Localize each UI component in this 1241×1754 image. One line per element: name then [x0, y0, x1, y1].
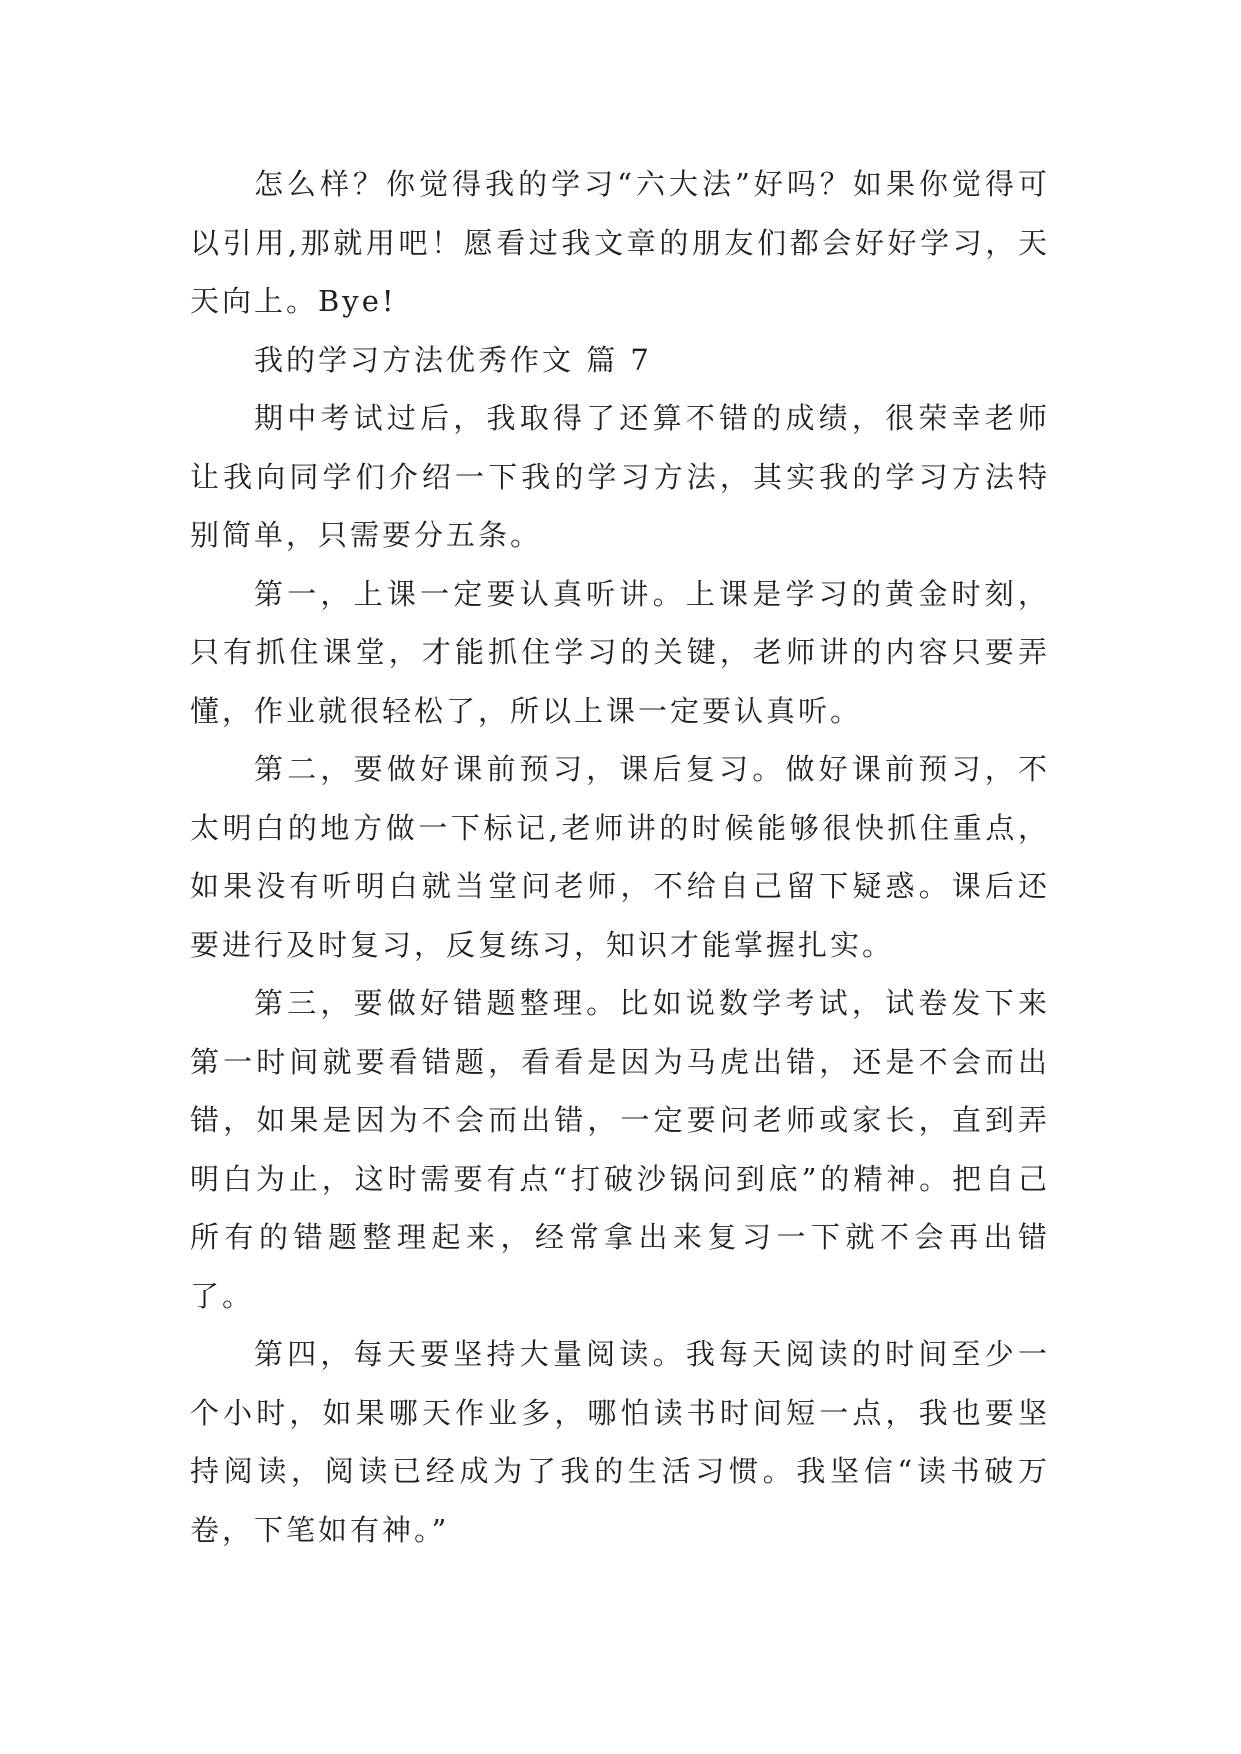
- paragraph-fourth: 第四，每天要坚持大量阅读。我每天阅读的时间至少一个小时，如果哪天作业多，哪怕读书时间短一点，我也要坚持阅读，阅读已经成为了我的生活习惯。我坚信“读书破万卷，下笔如有神。”: [190, 1337, 1050, 1547]
- document-body: [190, 155, 1050, 1559]
- paragraph-intro: 期中考试过后，我取得了还算不错的成绩，很荣幸老师让我向同学们介绍一下我的学习方法，其实我的学习方法特别简单，只需要分五条。: [190, 401, 1050, 552]
- paragraph-first: 第一，上课一定要认真听讲。上课是学习的黄金时刻，只有抓住课堂，才能抓住学习的关键，老师讲的内容只要弄懂，作业就很轻松了，所以上课一定要认真听。: [190, 576, 1050, 728]
- section-heading: 我的学习方法优秀作文 篇 7: [254, 342, 652, 377]
- paragraph-third: 第三，要做好错题整理。比如说数学考试，试卷发下来第一时间就要看错题，看看是因为马虎出错，还是不会而出错，如果是因为不会而出错，一定要问老师或家长，直到弄明白为止，这时需要有点“打破沙锅问到底”的精神。把自己所有的错题整理起来，经常拿出来复习一下就不会再出错了。: [190, 986, 1050, 1313]
- paragraph-second: 第二，要做好课前预习，课后复习。做好课前预习，不太明白的地方做一下标记,老师讲的时候能够很快抓住重点，如果没有听明白就当堂问老师，不给自己留下疑惑。课后还要进行及时复习，反复练习，知识才能掌握扎实。: [190, 752, 1050, 962]
- paragraph-conclusion: 怎么样？你觉得我的学习“六大法”好吗？如果你觉得可以引用,那就用吧！愿看过我文章的朋友们都会好好学习，天天向上。Bye!: [190, 167, 1050, 318]
